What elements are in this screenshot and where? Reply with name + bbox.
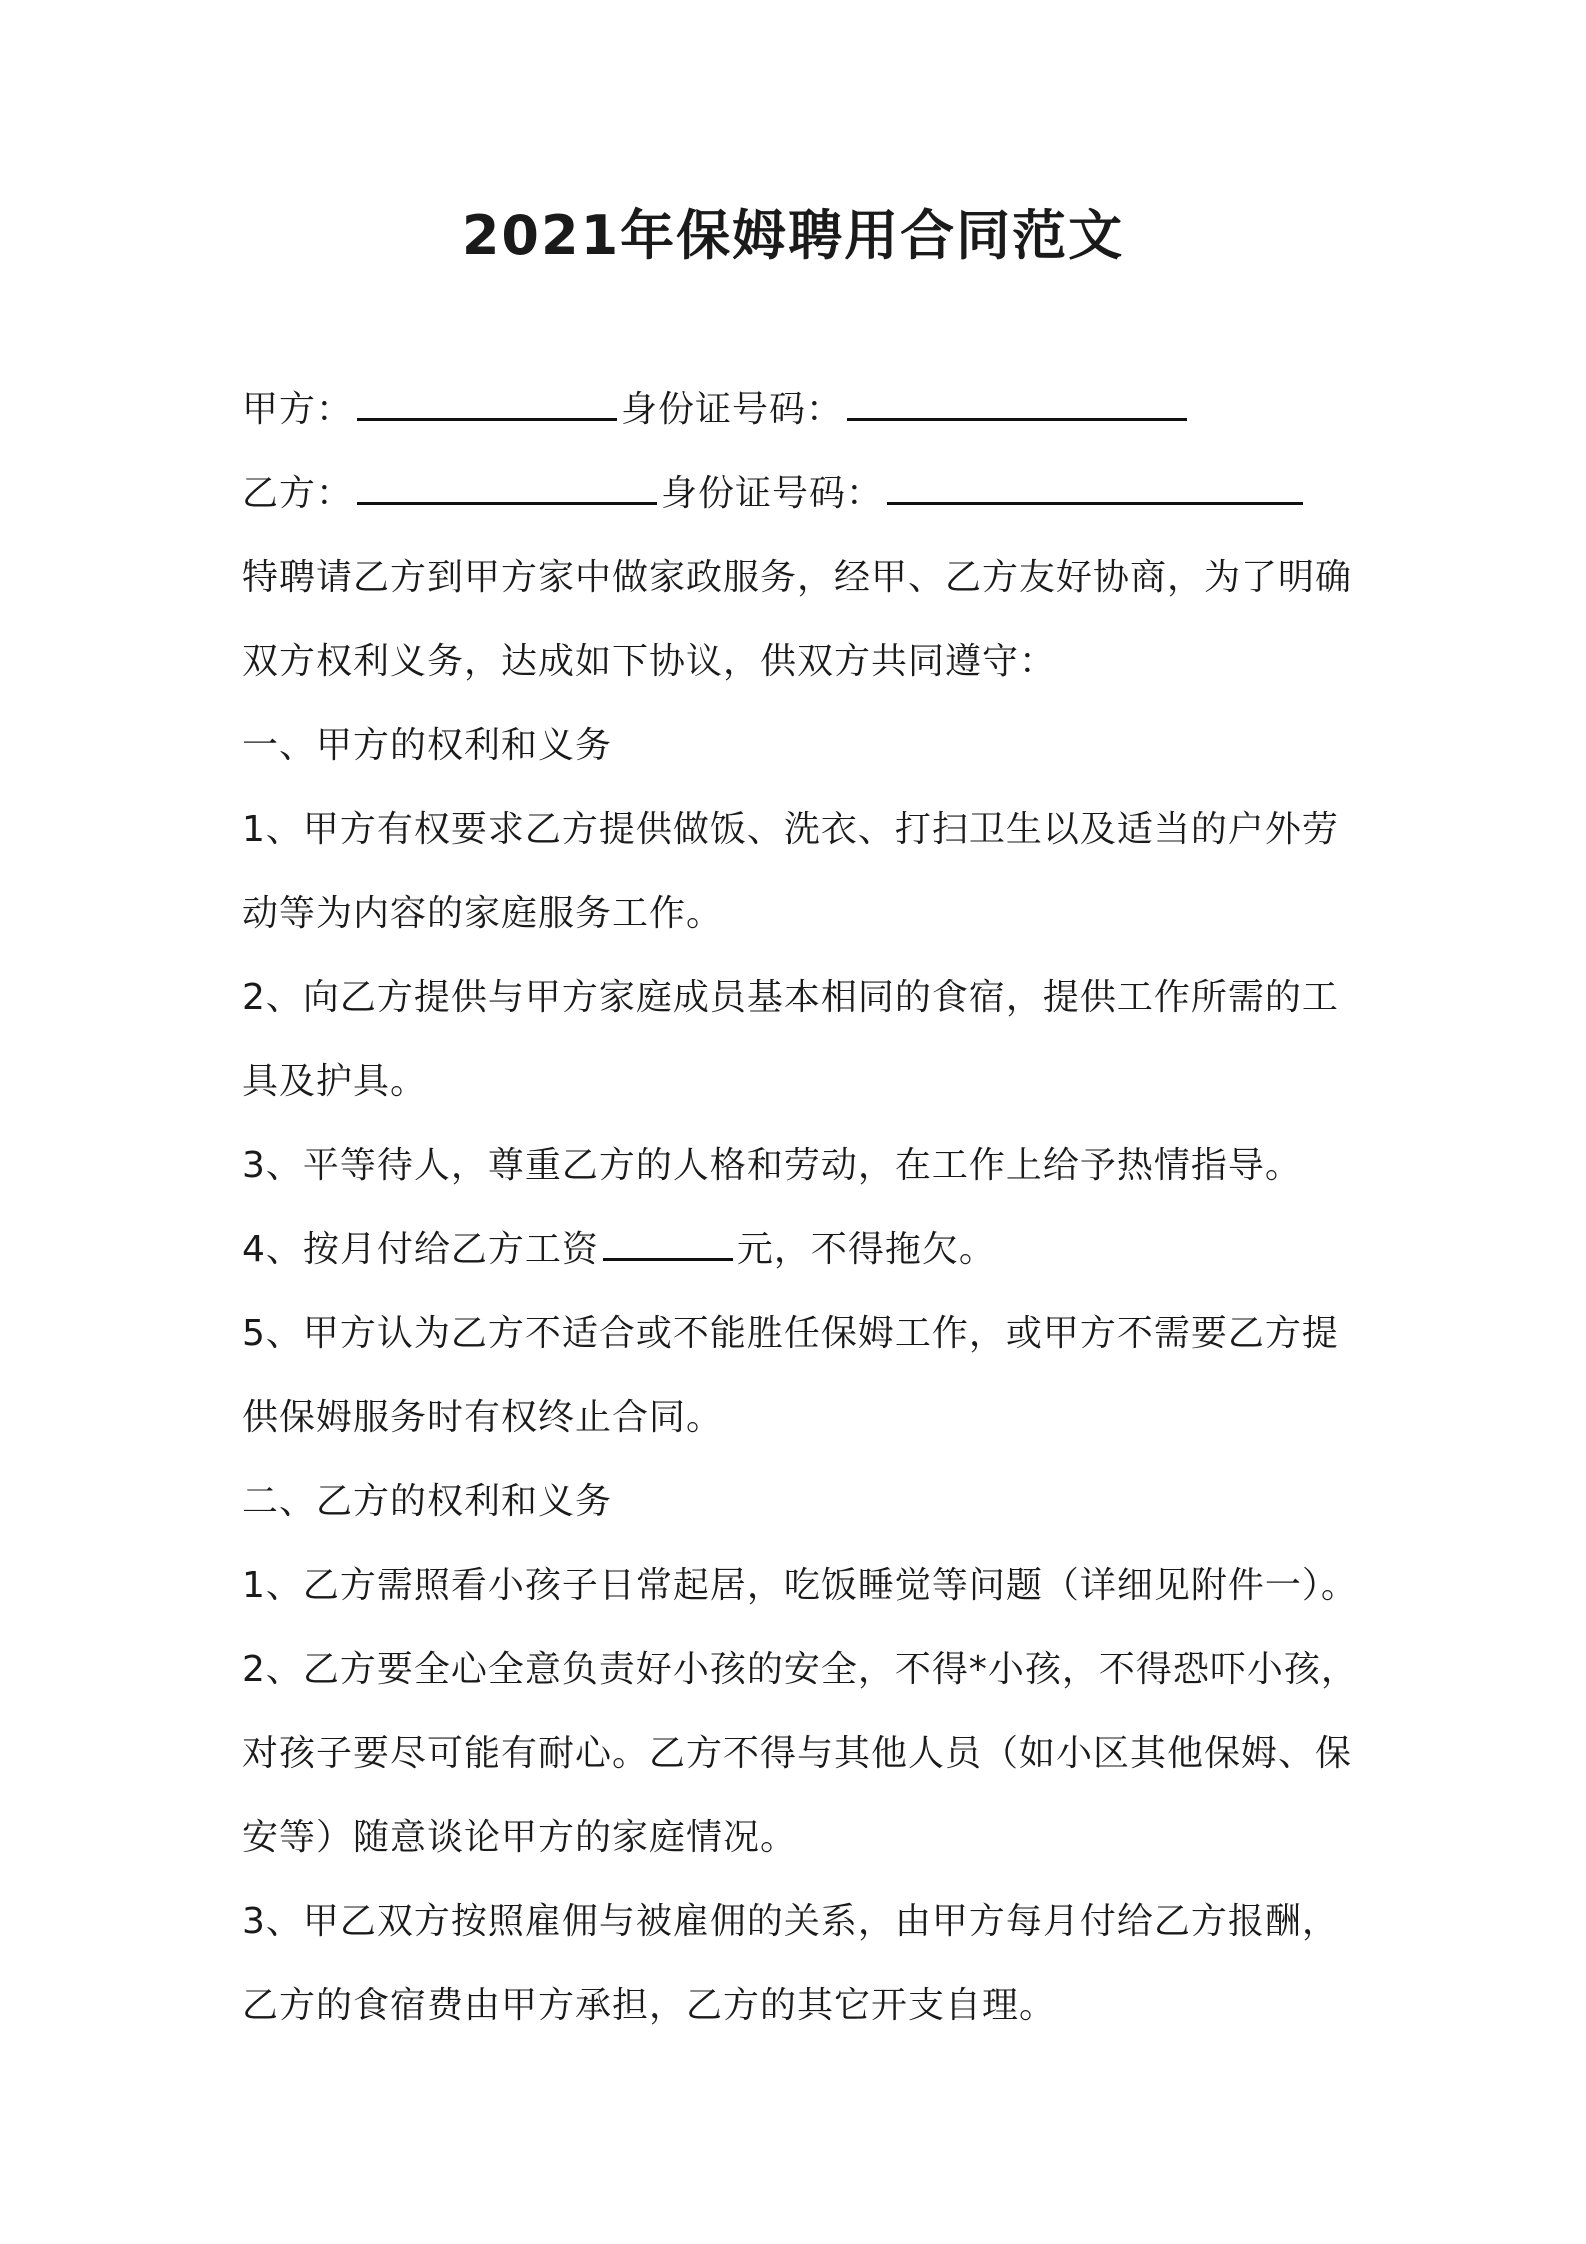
party-a-line	[242, 368, 1362, 452]
section2-item2-line3: 安等）随意谈论甲方的家庭情况。	[242, 1817, 798, 1858]
salary-blank	[603, 1218, 733, 1261]
party-a-id-blank	[847, 378, 1187, 421]
section1-item4	[242, 1208, 1362, 1292]
section1-item3: 3、平等待人，尊重乙方的人格和劳动，在工作上给予热情指导。	[242, 1145, 1302, 1186]
intro-line-2: 双方权利义务，达成如下协议，供双方共同遵守：	[242, 641, 1057, 682]
section1-item4-post: 元，不得拖欠。	[736, 1229, 996, 1270]
section1-item4-pre: 4、按月付给乙方工资	[242, 1229, 599, 1270]
party-b-line	[242, 452, 1362, 536]
intro-line-1: 特聘请乙方到甲方家中做家政服务，经甲、乙方友好协商，为了明确	[242, 557, 1353, 598]
section1-heading: 一、甲方的权利和义务	[242, 725, 613, 766]
section1-item1-line1: 1、甲方有权要求乙方提供做饭、洗衣、打扫卫生以及适当的户外劳	[242, 809, 1339, 850]
section2-item3-line2: 乙方的食宿费由甲方承担，乙方的其它开支自理。	[242, 1985, 1057, 2026]
party-a-id-label: 身份证号码：	[621, 389, 844, 430]
section2-heading: 二、乙方的权利和义务	[242, 1481, 613, 1522]
section1-item2-line1: 2、向乙方提供与甲方家庭成员基本相同的食宿，提供工作所需的工	[242, 977, 1339, 1018]
section1-item1-line2: 动等为内容的家庭服务工作。	[242, 893, 724, 934]
section2-item1: 1、乙方需照看小孩子日常起居，吃饭睡觉等问题（详细见附件一）。	[242, 1565, 1358, 1606]
section2-item3-line1: 3、甲乙双方按照雇佣与被雇佣的关系，由甲方每月付给乙方报酬，	[242, 1901, 1339, 1942]
section2-item2-line2: 对孩子要尽可能有耐心。乙方不得与其他人员（如小区其他保姆、保	[242, 1733, 1353, 1774]
document-title: 2021年保姆聘用合同范文	[461, 204, 1125, 267]
section1-item5-line1: 5、甲方认为乙方不适合或不能胜任保姆工作，或甲方不需要乙方提	[242, 1313, 1339, 1354]
section1-item2-line2: 具及护具。	[242, 1061, 428, 1102]
party-a-name-blank	[357, 378, 617, 421]
section2-item2-line1: 2、乙方要全心全意负责好小孩的安全，不得*小孩，不得恐吓小孩，	[242, 1649, 1358, 1690]
party-b-name-blank	[357, 462, 657, 505]
party-a-label: 甲方：	[242, 389, 354, 430]
party-b-id-label: 身份证号码：	[661, 473, 884, 514]
document-body	[242, 368, 1362, 2048]
party-b-id-blank	[887, 462, 1303, 505]
party-b-label: 乙方：	[242, 473, 354, 514]
section1-item5-line2: 供保姆服务时有权终止合同。	[242, 1397, 724, 1438]
